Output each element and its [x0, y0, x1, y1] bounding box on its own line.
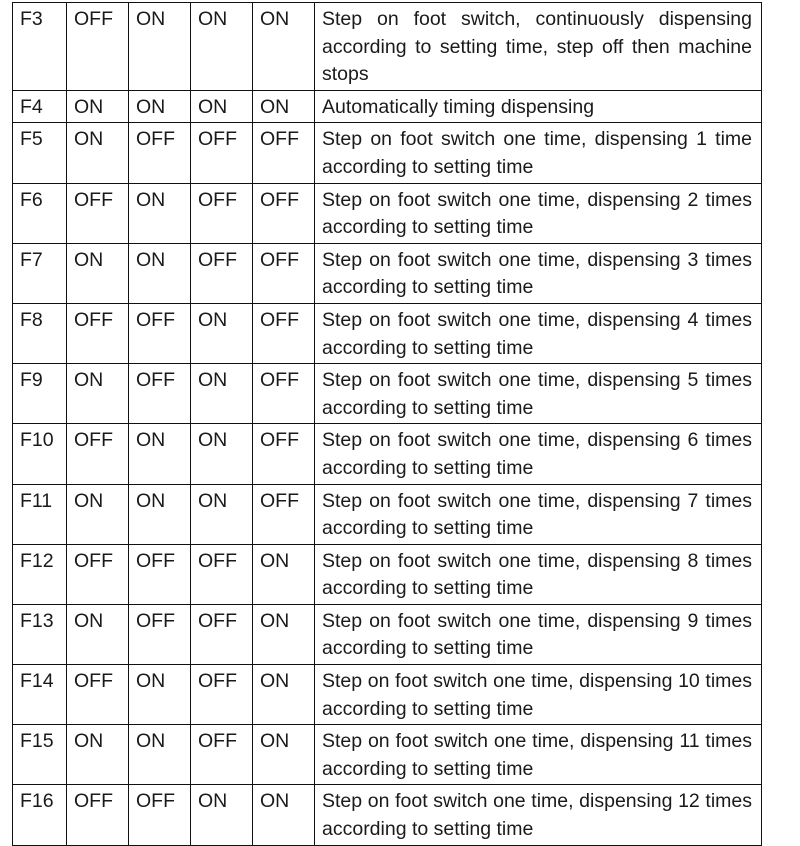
- description-cell: Step on foot switch one time, dispensing 4 times according to setting time: [315, 303, 762, 363]
- switch-3-cell: OFF: [191, 183, 253, 243]
- mode-code-cell: F7: [13, 243, 67, 303]
- mode-code-cell: F5: [13, 123, 67, 183]
- switch-3-cell: OFF: [191, 544, 253, 604]
- switch-1-cell: OFF: [67, 544, 129, 604]
- switch-4-cell: ON: [253, 3, 315, 91]
- switch-1-cell: ON: [67, 725, 129, 785]
- switch-4-cell: ON: [253, 604, 315, 664]
- switch-1-cell: OFF: [67, 183, 129, 243]
- switch-2-cell: ON: [129, 484, 191, 544]
- switch-2-cell: ON: [129, 90, 191, 123]
- switch-3-cell: OFF: [191, 665, 253, 725]
- table-row: [13, 183, 762, 243]
- mode-code-cell: F12: [13, 544, 67, 604]
- switch-2-cell: OFF: [129, 123, 191, 183]
- switch-3-cell: OFF: [191, 123, 253, 183]
- switch-3-cell: ON: [191, 424, 253, 484]
- switch-2-cell: ON: [129, 725, 191, 785]
- switch-4-cell: ON: [253, 544, 315, 604]
- description-cell: Step on foot switch one time, dispensing 2 times according to setting time: [315, 183, 762, 243]
- description-cell: Step on foot switch one time, dispensing 12 times according to setting time: [315, 785, 762, 845]
- switch-4-cell: ON: [253, 665, 315, 725]
- description-cell: Step on foot switch one time, dispensing 6 times according to setting time: [315, 424, 762, 484]
- switch-3-cell: OFF: [191, 725, 253, 785]
- mode-code-cell: F3: [13, 3, 67, 91]
- switch-4-cell: OFF: [253, 424, 315, 484]
- dispensing-mode-table: [12, 2, 762, 846]
- switch-1-cell: ON: [67, 243, 129, 303]
- switch-1-cell: ON: [67, 364, 129, 424]
- mode-code-cell: F14: [13, 665, 67, 725]
- switch-1-cell: ON: [67, 123, 129, 183]
- description-cell: Step on foot switch one time, dispensing 11 times according to setting time: [315, 725, 762, 785]
- description-cell: Automatically timing dispensing: [315, 90, 762, 123]
- switch-3-cell: ON: [191, 364, 253, 424]
- mode-code-cell: F9: [13, 364, 67, 424]
- table-row: [13, 90, 762, 123]
- switch-3-cell: ON: [191, 785, 253, 845]
- mode-code-cell: F11: [13, 484, 67, 544]
- switch-2-cell: OFF: [129, 364, 191, 424]
- switch-1-cell: ON: [67, 604, 129, 664]
- mode-code-cell: F15: [13, 725, 67, 785]
- switch-1-cell: ON: [67, 484, 129, 544]
- switch-2-cell: ON: [129, 424, 191, 484]
- switch-1-cell: OFF: [67, 3, 129, 91]
- switch-4-cell: OFF: [253, 243, 315, 303]
- switch-3-cell: ON: [191, 90, 253, 123]
- switch-2-cell: ON: [129, 243, 191, 303]
- switch-4-cell: OFF: [253, 183, 315, 243]
- switch-4-cell: ON: [253, 90, 315, 123]
- switch-2-cell: ON: [129, 183, 191, 243]
- mode-code-cell: F8: [13, 303, 67, 363]
- switch-3-cell: ON: [191, 484, 253, 544]
- mode-code-cell: F4: [13, 90, 67, 123]
- switch-4-cell: OFF: [253, 484, 315, 544]
- switch-1-cell: OFF: [67, 424, 129, 484]
- description-cell: Step on foot switch one time, dispensing 8 times according to setting time: [315, 544, 762, 604]
- switch-4-cell: ON: [253, 725, 315, 785]
- switch-3-cell: ON: [191, 3, 253, 91]
- description-cell: Step on foot switch one time, dispensing 3 times according to setting time: [315, 243, 762, 303]
- description-cell: Step on foot switch, continuously dispensing according to setting time, step off then machine stops: [315, 3, 762, 91]
- mode-code-cell: F10: [13, 424, 67, 484]
- switch-4-cell: ON: [253, 785, 315, 845]
- table-row: [13, 243, 762, 303]
- table-row: [13, 484, 762, 544]
- switch-3-cell: OFF: [191, 604, 253, 664]
- table-row: [13, 424, 762, 484]
- mode-code-cell: F13: [13, 604, 67, 664]
- description-cell: Step on foot switch one time, dispensing 1 time according to setting time: [315, 123, 762, 183]
- mode-table-body: [13, 3, 762, 846]
- switch-4-cell: OFF: [253, 364, 315, 424]
- switch-2-cell: ON: [129, 3, 191, 91]
- switch-2-cell: OFF: [129, 544, 191, 604]
- switch-1-cell: OFF: [67, 303, 129, 363]
- switch-2-cell: OFF: [129, 303, 191, 363]
- switch-4-cell: OFF: [253, 123, 315, 183]
- table-row: [13, 303, 762, 363]
- mode-code-cell: F16: [13, 785, 67, 845]
- table-row: [13, 364, 762, 424]
- switch-1-cell: OFF: [67, 665, 129, 725]
- table-row: [13, 544, 762, 604]
- table-row: [13, 123, 762, 183]
- switch-3-cell: OFF: [191, 243, 253, 303]
- table-row: [13, 665, 762, 725]
- table-row: [13, 785, 762, 845]
- table-row: [13, 725, 762, 785]
- description-cell: Step on foot switch one time, dispensing 10 times according to setting time: [315, 665, 762, 725]
- description-cell: Step on foot switch one time, dispensing 5 times according to setting time: [315, 364, 762, 424]
- table-row: [13, 604, 762, 664]
- description-cell: Step on foot switch one time, dispensing 9 times according to setting time: [315, 604, 762, 664]
- table-row: [13, 3, 762, 91]
- switch-1-cell: OFF: [67, 785, 129, 845]
- switch-2-cell: OFF: [129, 604, 191, 664]
- description-cell: Step on foot switch one time, dispensing 7 times according to setting time: [315, 484, 762, 544]
- switch-2-cell: ON: [129, 665, 191, 725]
- mode-code-cell: F6: [13, 183, 67, 243]
- switch-4-cell: OFF: [253, 303, 315, 363]
- switch-2-cell: OFF: [129, 785, 191, 845]
- switch-3-cell: ON: [191, 303, 253, 363]
- switch-1-cell: ON: [67, 90, 129, 123]
